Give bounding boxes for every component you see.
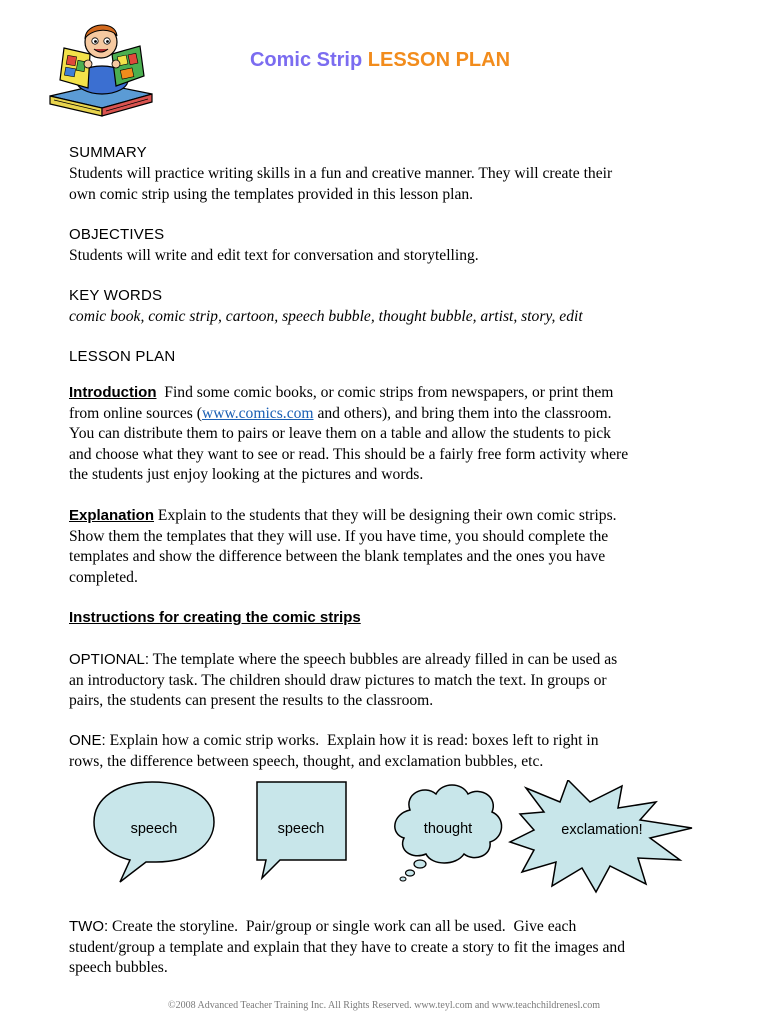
bubble-examples xyxy=(90,780,700,900)
bubble-label-exclamation: exclamation! xyxy=(561,822,643,838)
introduction-line-3: You can distribute them to pairs or leave them on a table and allow the students to pick xyxy=(69,425,611,442)
bubble-label-speech-oval: speech xyxy=(130,821,178,837)
summary-line-1: Students will practice writing skills in a fun and creative manner. They will create their xyxy=(69,165,613,182)
introduction-line-1: Find some comic books, or comic strips from newspapers, or print them xyxy=(156,384,614,401)
summary-heading: SUMMARY xyxy=(69,144,147,161)
objectives-heading: OBJECTIVES xyxy=(69,226,165,243)
thought-cloud-bubble xyxy=(395,785,502,881)
lesson-plan-heading: LESSON PLAN xyxy=(69,348,176,365)
title-lesson-plan: LESSON PLAN xyxy=(367,49,511,71)
optional-line-3: pairs, the students can present the results to the classroom. xyxy=(69,692,434,709)
one-paragraph xyxy=(69,731,719,772)
optional-line-2: an introductory task. The children should draw pictures to match the text. In groups or xyxy=(69,671,607,689)
comics-link[interactable]: www.comics.com xyxy=(201,404,314,422)
objectives-text: Students will write and edit text for conversation and storytelling. xyxy=(69,247,479,264)
introduction-line-2-pre: from online sources ( xyxy=(69,404,202,422)
bubble-label-speech-rectangle: speech xyxy=(277,821,325,837)
one-line-2: rows, the difference between speech, thought, and exclamation bubbles, etc. xyxy=(69,752,544,770)
two-paragraph xyxy=(69,917,719,979)
explanation-label: Explanation xyxy=(69,507,155,524)
explanation-line-2: Show them the templates that they will use. If you have time, you should complete the xyxy=(69,527,609,545)
optional-label: OPTIONAL: xyxy=(69,651,150,668)
explanation-line-3: templates and show the difference between the blank templates and the ones you have xyxy=(69,548,606,565)
optional-paragraph xyxy=(69,650,719,712)
summary-line-2: own comic strip using the templates provided in this lesson plan. xyxy=(69,185,474,203)
exclamation-burst-bubble xyxy=(510,780,692,892)
instructions-heading: Instructions for creating the comic strips xyxy=(69,609,361,626)
explanation-paragraph xyxy=(69,506,719,588)
introduction-label: Introduction xyxy=(69,384,157,401)
two-label: TWO: xyxy=(69,918,109,935)
bubble-label-thought: thought xyxy=(423,821,473,837)
copyright-footer: ©2008 Advanced Teacher Training Inc. All Rights Reserved. www.teyl.com and www.teachchildrenesl.com xyxy=(168,1000,600,1011)
introduction-line-4: and choose what they want to see or read. This should be a fairly free form activity where xyxy=(69,445,629,463)
introduction-line-2-post: and others), and bring them into the classroom. xyxy=(313,404,612,422)
introduction-paragraph xyxy=(69,383,719,486)
key-words-heading: KEY WORDS xyxy=(69,287,163,304)
one-line-1: Explain how a comic strip works. Explain how it is read: boxes left to right in xyxy=(105,732,599,749)
two-line-3: speech bubbles. xyxy=(69,959,168,976)
speech-oval-bubble xyxy=(94,782,214,882)
title-comic-strip: Comic Strip xyxy=(249,49,363,71)
two-line-1: Create the storyline. Pair/group or single work can all be used. Give each xyxy=(108,918,577,935)
introduction-line-5: the students just enjoy looking at the pictures and words. xyxy=(69,466,424,483)
optional-line-1: The template where the speech bubbles are already filled in can be used as xyxy=(149,651,618,668)
summary-text xyxy=(69,164,719,205)
key-words-text: comic book, comic strip, cartoon, speech bubble, thought bubble, artist, story, edit xyxy=(69,308,583,325)
page-title xyxy=(0,49,760,72)
two-line-2: student/group a template and explain that they have to create a story to fit the images and xyxy=(69,938,625,956)
speech-rectangle-bubble xyxy=(257,782,346,878)
explanation-line-4: completed. xyxy=(69,568,138,586)
one-label: ONE: xyxy=(69,732,106,749)
explanation-line-1: Explain to the students that they will be designing their own comic strips. xyxy=(154,507,617,524)
